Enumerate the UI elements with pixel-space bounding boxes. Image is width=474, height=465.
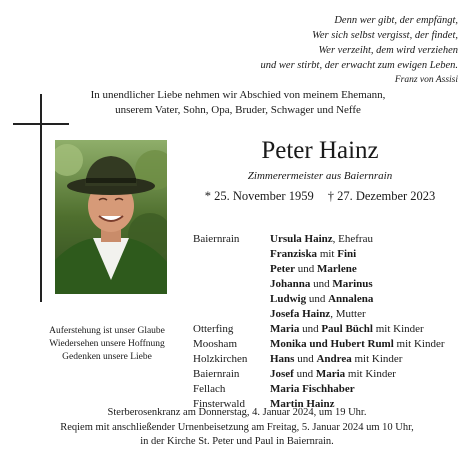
mourner-relation: und — [295, 263, 318, 275]
poem-line: Wer verzeiht, dem wird verziehen — [318, 45, 458, 56]
mourner-names — [270, 367, 396, 382]
cross-icon-bar — [13, 123, 69, 125]
birth-date: * 25. November 1959 — [204, 189, 314, 203]
mourner-relation: und — [299, 323, 322, 335]
service-info — [16, 406, 458, 450]
mourner-name: Maria — [270, 323, 300, 335]
mourner-row — [193, 292, 445, 307]
mourner-name: Fini — [337, 248, 357, 260]
mourner-names — [270, 232, 373, 247]
mourner-relation: , Ehefrau — [332, 233, 373, 245]
mourner-place — [193, 247, 270, 262]
portrait-image — [55, 140, 167, 294]
mourner-relation: und — [293, 368, 316, 380]
intro-line: unserem Vater, Sohn, Opa, Bruder, Schwager und Neffe — [115, 104, 361, 116]
poem-line: Denn wer gibt, der empfängt, — [334, 15, 458, 26]
mourner-row — [193, 307, 445, 322]
mourner-names — [270, 382, 355, 397]
mourner-name: Maria — [315, 368, 346, 380]
mourner-place: Moosham — [193, 338, 237, 350]
mourner-row — [193, 367, 445, 382]
poem — [198, 13, 458, 87]
poem-author: Franz von Assisi — [394, 75, 458, 85]
mourner-name: Ursula Hainz — [270, 233, 333, 245]
mourner-name: Hans — [270, 353, 295, 365]
mourner-row — [193, 232, 445, 247]
mourner-place: Fellach — [193, 383, 226, 395]
mourner-relation: und — [294, 353, 317, 365]
mourner-relation: mit Kinder — [372, 323, 424, 335]
mourner-names — [270, 322, 424, 337]
intro-line: In unendlicher Liebe nehmen wir Abschied von meinem Ehemann, — [90, 89, 386, 101]
death-date: † 27. Dezember 2023 — [327, 189, 436, 203]
mourner-relation: , Mutter — [330, 308, 366, 320]
mourner-name: Josefa Hainz — [270, 308, 331, 320]
mourner-name: Johanna — [270, 278, 311, 290]
mourner-names — [270, 277, 373, 292]
mourner-name: Paul Büchl — [321, 323, 373, 335]
mourner-row — [193, 337, 445, 352]
mourner-name: Ludwig — [270, 293, 307, 305]
service-line: Sterberosenkranz am Donnerstag, 4. Januar 2024, um 19 Uhr. — [107, 407, 367, 418]
poem-line: und wer stirbt, der erwacht zum ewigen Leben. — [260, 60, 458, 71]
mourner-row — [193, 247, 445, 262]
mourner-row — [193, 322, 445, 337]
poem-line: Wer sich selbst vergisst, der findet, — [312, 30, 458, 41]
service-line: in der Kirche St. Peter und Paul in Baiernrain. — [140, 436, 334, 447]
mourner-place: Baiernrain — [193, 368, 240, 380]
mourner-row — [193, 277, 445, 292]
mourner-names — [270, 337, 445, 352]
deceased-name: Peter Hainz — [261, 137, 379, 164]
motto-line: Wiedersehen unsere Hoffnung — [49, 339, 165, 349]
mourner-relation: mit Kinder — [351, 353, 403, 365]
mourner-relation: mit Kinder — [345, 368, 396, 380]
motto — [22, 325, 192, 364]
mourner-place — [193, 292, 270, 307]
mourner-name: Annalena — [328, 293, 374, 305]
mourner-place — [193, 277, 270, 292]
mourner-name: Marlene — [317, 263, 357, 275]
mourner-relation: mit Kinder — [393, 338, 445, 350]
mourner-place — [193, 307, 270, 322]
mourner-place — [193, 262, 270, 277]
mourner-row — [193, 352, 445, 367]
deceased-occupation: Zimmerermeister aus Baiernrain — [247, 170, 393, 182]
mourner-name: Maria Fischhaber — [270, 383, 355, 395]
mourner-name: Martin Hainz — [270, 398, 335, 410]
mourner-name: Franziska — [270, 248, 318, 260]
mourner-names — [270, 292, 373, 307]
mourner-names — [270, 247, 356, 262]
mourner-row — [193, 262, 445, 277]
mourner-names — [270, 352, 402, 367]
portrait-photo — [55, 140, 167, 294]
mourners-list — [193, 232, 445, 412]
mourner-relation: und — [306, 293, 329, 305]
life-dates — [185, 189, 455, 204]
mourner-place: Holzkirchen — [193, 353, 248, 365]
mourner-row — [193, 382, 445, 397]
service-line: Reqiem mit anschließender Urnenbeisetzung am Freitag, 5. Januar 2024 um 10 Uhr, — [60, 421, 414, 433]
mourner-name: Peter — [270, 263, 296, 275]
mourner-relation: mit — [317, 248, 338, 260]
motto-line: Gedenken unsere Liebe — [62, 352, 152, 362]
mourner-place: Otterfing — [193, 323, 234, 335]
mourner-place: Finsterwald — [193, 398, 245, 410]
mourner-name: Marinus — [332, 278, 373, 290]
mourner-place: Baiernrain — [193, 233, 240, 245]
motto-line: Auferstehung ist unser Glaube — [49, 326, 165, 336]
mourner-name: Andrea — [316, 353, 352, 365]
cross-icon — [40, 94, 42, 302]
mourner-names — [270, 262, 357, 277]
mourner-relation: und — [310, 278, 333, 290]
mourner-names — [270, 307, 366, 322]
intro-text — [66, 88, 410, 118]
mourner-name: Monika und Hubert Ruml — [270, 338, 394, 350]
mourner-name: Josef — [270, 368, 294, 380]
